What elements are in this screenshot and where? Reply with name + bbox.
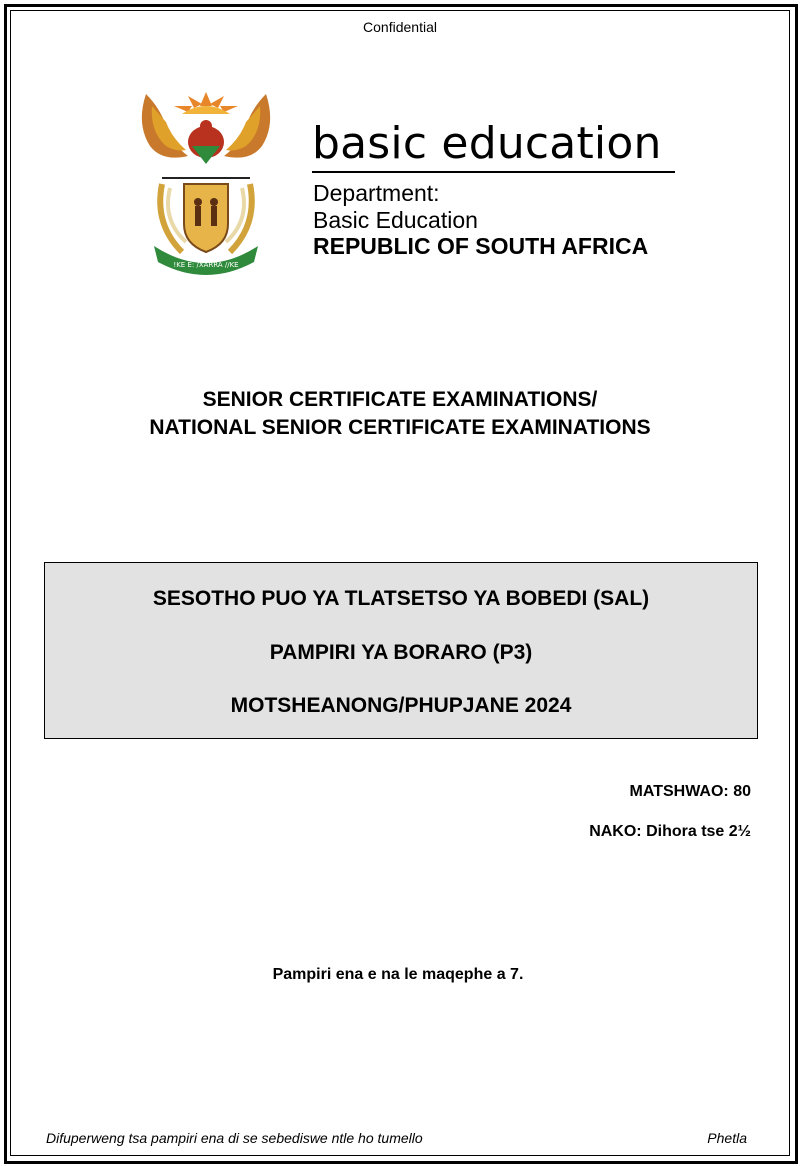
country-name: REPUBLIC OF SOUTH AFRICA bbox=[313, 233, 649, 259]
exam-heading-line1: SENIOR CERTIFICATE EXAMINATIONS/ bbox=[202, 388, 598, 411]
total-marks: MATSHWAO: 80 bbox=[629, 783, 751, 800]
footer-copyright-note: Difuperweng tsa pampiri ena di se sebediswe ntle ho tumello bbox=[46, 1130, 423, 1146]
brand-divider bbox=[312, 171, 675, 173]
crest-motto: !KE E: /XARRA //KE bbox=[173, 261, 239, 269]
footer-turn-over: Phetla bbox=[707, 1130, 747, 1146]
exam-heading-line2: NATIONAL SENIOR CERTIFICATE EXAMINATIONS bbox=[149, 416, 651, 439]
department-name: Basic Education bbox=[313, 207, 478, 233]
subject-name: SESOTHO PUO YA TLATSETSO YA BOBEDI (SAL) bbox=[152, 587, 650, 610]
brand-title: basic education bbox=[312, 118, 662, 169]
exam-session: MOTSHEANONG/PHUPJANE 2024 bbox=[230, 694, 572, 717]
page-count-note: Pampiri ena e na le maqephe a 7. bbox=[272, 966, 524, 983]
confidential-label: Confidential bbox=[363, 19, 437, 35]
exam-heading bbox=[0, 386, 800, 442]
subject-box bbox=[44, 562, 758, 739]
coat-of-arms-logo bbox=[132, 84, 280, 278]
exam-duration: NAKO: Dihora tse 2½ bbox=[589, 823, 751, 840]
department-label: Department: bbox=[313, 180, 440, 206]
sun-icon bbox=[174, 92, 238, 114]
paper-number: PAMPIRI YA BORARO (P3) bbox=[269, 641, 533, 664]
